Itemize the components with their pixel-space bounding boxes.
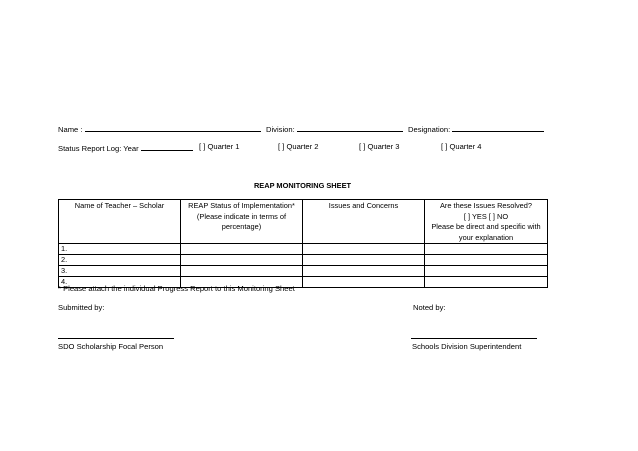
name-blank[interactable]	[85, 123, 261, 132]
reap-status-cell[interactable]	[181, 244, 303, 255]
table-row	[59, 266, 548, 277]
issues-cell[interactable]	[303, 244, 425, 255]
signature-line-right[interactable]	[411, 338, 537, 339]
col-reap-status	[181, 200, 303, 244]
submitted-by-label: Submitted by:	[58, 303, 105, 312]
col-teacher-scholar	[59, 200, 181, 244]
quarter-3-checkbox[interactable]: [ ] Quarter 3	[359, 142, 400, 151]
designation-field[interactable]	[408, 123, 544, 134]
issues-cell[interactable]	[303, 266, 425, 277]
row-number-cell[interactable]: 1.	[59, 244, 181, 255]
division-field[interactable]	[266, 123, 403, 134]
col-issues-resolved-line: Please be direct and specific with	[431, 222, 541, 231]
row-number-cell[interactable]: 2.	[59, 255, 181, 266]
col-reap-status-line: REAP Status of Implementation*	[188, 201, 295, 210]
table-row	[59, 244, 548, 255]
resolved-cell[interactable]	[425, 266, 548, 277]
year-blank[interactable]	[141, 142, 193, 151]
row-number-cell[interactable]: 3.	[59, 266, 181, 277]
signature-line-left[interactable]	[58, 338, 174, 339]
col-reap-status-line: percentage)	[221, 222, 262, 231]
division-blank[interactable]	[297, 123, 403, 132]
col-reap-status-line: (Please indicate in terms of	[196, 211, 287, 221]
designation-label: Designation:	[408, 125, 451, 134]
resolved-cell[interactable]	[425, 244, 548, 255]
reap-status-cell[interactable]	[181, 266, 303, 277]
table-header-row	[59, 200, 548, 244]
quarter-1-checkbox[interactable]: [ ] Quarter 1	[199, 142, 240, 151]
status-log-label: Status Report Log: Year	[58, 144, 139, 153]
division-label: Division:	[266, 125, 295, 134]
col-issues-resolved-line: [ ] YES [ ] NO	[463, 211, 509, 221]
col-issues-resolved-line: Are these Issues Resolved?	[439, 201, 533, 210]
noted-by-label: Noted by:	[413, 303, 446, 312]
issues-cell[interactable]	[303, 277, 425, 288]
designation-blank[interactable]	[452, 123, 544, 132]
signatory-left: SDO Scholarship Focal Person	[58, 342, 164, 351]
resolved-cell[interactable]	[425, 255, 548, 266]
col-issues-concerns	[303, 200, 425, 244]
monitoring-table	[58, 199, 548, 288]
col-teacher-scholar-label: Name of Teacher – Scholar	[74, 201, 165, 210]
quarter-2-checkbox[interactable]: [ ] Quarter 2	[278, 142, 319, 151]
issues-cell[interactable]	[303, 255, 425, 266]
footnote: * Please attach the individual Progress Report to this Monitoring Sheet	[58, 284, 295, 293]
row-number-cell[interactable]: 4.	[59, 277, 181, 288]
quarter-4-checkbox[interactable]: [ ] Quarter 4	[441, 142, 482, 151]
name-label: Name :	[58, 125, 83, 134]
reap-status-cell[interactable]	[181, 255, 303, 266]
col-issues-resolved	[425, 200, 548, 244]
resolved-cell[interactable]	[425, 277, 548, 288]
status-log-field[interactable]	[58, 142, 193, 153]
col-issues-concerns-label: Issues and Concerns	[328, 201, 399, 210]
table-row	[59, 255, 548, 266]
col-issues-resolved-line: your explanation	[458, 232, 514, 242]
name-field[interactable]	[58, 123, 261, 134]
sheet-title: REAP MONITORING SHEET	[253, 181, 352, 190]
signatory-right: Schools Division Superintendent	[412, 342, 522, 351]
